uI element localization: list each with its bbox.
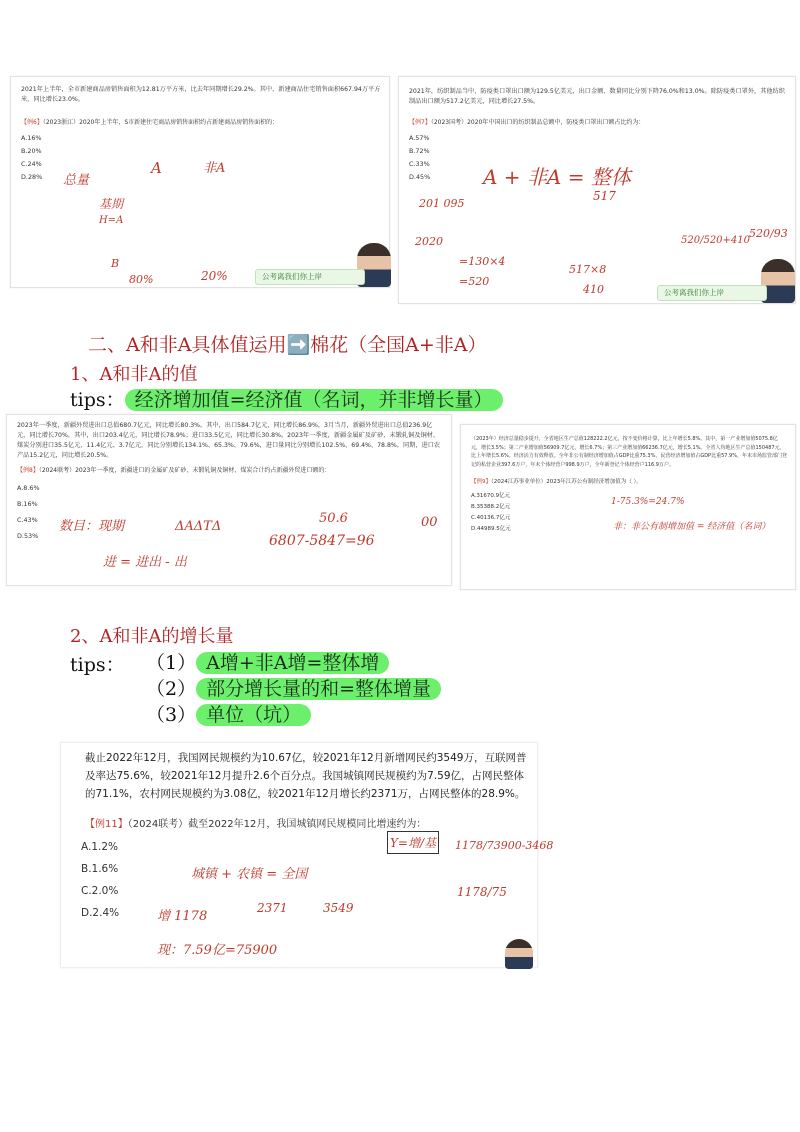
option-d: D.44989.5亿元: [471, 526, 511, 532]
handwritten-note: 20%: [201, 269, 228, 283]
option-c: C.33%: [409, 160, 430, 168]
subsection-title-1: 1、A和非A的值: [70, 364, 198, 385]
handwritten-note: =520: [459, 275, 490, 288]
question-text: 【例9】（2024江苏事业单位）2023年江苏公有制经济增加值为（ ）。: [471, 479, 642, 485]
subsection-title-2: 2、A和非A的增长量: [70, 626, 234, 647]
handwritten-note: 517×8: [569, 263, 607, 276]
question-text: 【例7】（2023国考）2020年中国出口的纺织制品总额中，防疫类口罩出口额占比约为：: [409, 119, 645, 126]
handwritten-note: 410: [583, 283, 604, 296]
handwritten-note: 1178/73900-3468: [455, 839, 554, 852]
handwritten-note: 城镇 + 农镇 = 全国: [191, 867, 308, 882]
passage-text: 2021年上半年，全市新建商品房销售面积为12.81万平方米，比去年同期增长29.2%。其中，新建商品住宅销售面积667.94万平方米，同比增长23.0%。: [21, 86, 381, 103]
tips-label: tips：: [70, 389, 125, 411]
tips-label-2: tips：: [70, 654, 125, 676]
option-a: A.1.2%: [81, 841, 119, 853]
handwritten-note: 非A: [203, 161, 226, 176]
handwritten-note: 数目：现期: [59, 519, 125, 534]
handwritten-note: 总量: [63, 173, 90, 188]
tip-number: （3）: [146, 704, 197, 726]
option-b: B.16%: [17, 500, 38, 508]
handwritten-note: 2020: [415, 235, 443, 248]
passage-text: 2023年一季度，新疆外贸进出口总值680.7亿元，同比增长80.3%。其中，出口584.7亿元，同比增长86.9%，3月当月，新疆外贸进出口总值236.9亿元，同比增长70%，其中，出口203.4亿元，同比增长78.9%；进口33.5亿元，同比增长30.8%。2023年一季度，新疆金属矿及矿砂、未锻轧铜及铜材、煤炭分别进口35.5亿元、11.4亿元、3.7亿元，同比分别增长134.1%、65.3%、79.6%，进口量同比分别增长102.5%、69.4%、78.8%。同期，进口农产品15.2亿元，同比增长20.5%。: [17, 422, 441, 459]
handwritten-note: Y=增/基: [387, 831, 439, 854]
option-b: B.1.6%: [81, 863, 119, 875]
tip-highlight: 部分增长量的和=整体增量: [196, 678, 441, 700]
handwritten-note: 1-75.3%=24.7%: [611, 497, 685, 507]
handwritten-note: 50.6: [319, 511, 348, 526]
option-a: A.57%: [409, 134, 430, 142]
handwritten-note: 非：非公有制增加值 = 经济值（名词）: [613, 522, 771, 532]
channel-banner: 公考离我们你上岸: [255, 269, 365, 285]
tip-highlight: A增+非A增=整体增: [196, 652, 389, 674]
handwritten-note: 00: [421, 515, 438, 530]
channel-banner: 公考离我们你上岸: [657, 285, 767, 301]
option-a: A.16%: [21, 134, 42, 142]
tip-row: [146, 700, 311, 727]
option-a: A.8.6%: [17, 484, 40, 492]
option-d: D.53%: [17, 532, 39, 540]
tip-number: （1）: [146, 652, 197, 674]
handwritten-note: 3549: [323, 901, 354, 915]
option-b: B.72%: [409, 147, 430, 155]
tip-number: （2）: [146, 678, 197, 700]
option-b: B.20%: [21, 147, 42, 155]
tip-highlight: 经济增加值=经济值（名词，并非增长量）: [125, 389, 503, 411]
option-d: D.2.4%: [81, 907, 120, 919]
question-screenshot-5: [60, 742, 554, 968]
handwritten-note: ΔAΔTΔ: [175, 519, 222, 534]
option-b: B.35388.2亿元: [471, 504, 511, 510]
handwritten-note: 80%: [129, 273, 154, 286]
passage-text: 2021年，纺织制品当中，防疫类口罩出口额为129.5亿美元，出口金额、数量同比分别下降76.0%和13.0%。除防疫类口罩外，其他纺织制品出口额为517.2亿美元，同比增长27.5%。: [409, 88, 785, 105]
handwritten-note: =130×4: [459, 255, 506, 268]
option-c: C.43%: [17, 516, 38, 524]
handwritten-note: 进 = 进出 - 出: [103, 555, 187, 570]
passage-text: 截止2022年12月，我国网民规模约为10.67亿，较2021年12月新增网民约3549万，互联网普及率达75.6%，较2021年12月提升2.6个百分点。我国城镇网民规模约为7.59亿，占网民整体的71.1%，农村网民规模约为3.08亿，较2021年12月增长约2371万，占网民整体的28.9%。: [85, 752, 527, 800]
handwritten-note: 520/93: [749, 227, 788, 240]
section-heading: 二、A和非A具体值运用➡️棉花（全国A+非A）: [88, 334, 487, 356]
option-d: D.28%: [21, 173, 43, 181]
tip-row: [146, 648, 389, 675]
handwritten-note: 现：7.59亿=75900: [157, 943, 278, 958]
teacher-avatar: [505, 939, 533, 969]
handwritten-note: B: [111, 257, 120, 270]
question-text: 【例11】（2024联考）截至2022年12月，我国城镇网民规模同比增速约为：: [85, 819, 427, 830]
option-c: C.24%: [21, 160, 42, 168]
handwritten-note: A: [151, 159, 162, 177]
question-text: 【例6】（2023浙江）2020年上半年，S市新建住宅商品房销售面积约占新建商品房销售面积的：: [21, 119, 279, 126]
handwritten-note: 2371: [257, 901, 288, 915]
handwritten-note: 基期: [99, 197, 124, 211]
tip-highlight: 单位（坑）: [196, 704, 311, 726]
handwritten-equation: A + 非A = 整体: [483, 165, 631, 189]
handwritten-note: 1178/75: [457, 885, 507, 899]
tips-row-1: [70, 385, 503, 412]
question-screenshot-3: [6, 414, 452, 586]
passage-text: （2023年）经济总量稳步提升，全省地区生产总值128222.2亿元，按不变价格计算，比上年增长5.8%。其中，第一产业增加值5075.8亿元，增长3.5%；第二产业增加值56909.7亿元，增长6.7%；第三产业增加值66236.7亿元，增长5.1%。全省人均地区生产总值150487元，比上年增长5.6%。经济活力有效释放。全年非公有制经济增加值占GDP比重75.3%，民营经济增加值占GDP比重57.9%，年末市场监管部门登记的私营企业397.6万户，年末个体经营户998.9万户，全年新登记个体经营户116.9万户。: [471, 436, 787, 468]
question-screenshot-2: [398, 76, 796, 304]
option-c: C.40136.7亿元: [471, 515, 511, 521]
question-screenshot-4: [460, 424, 796, 590]
question-text: 【例8】（2024联考）2023年一季度，新疆进口的金属矿及矿砂、未锻轧铜及铜材、煤炭合计约占新疆外贸进口额的：: [17, 467, 331, 474]
option-c: C.2.0%: [81, 885, 119, 897]
option-d: D.45%: [409, 173, 431, 181]
tip-row: [146, 674, 441, 701]
handwritten-note: H=A: [99, 215, 124, 226]
question-screenshot-1: [10, 76, 390, 288]
handwritten-note: 6807-5847=96: [269, 533, 375, 549]
option-a: A.31670.9亿元: [471, 493, 511, 499]
answer-options: [17, 480, 451, 544]
handwritten-note: 201 095: [419, 197, 465, 210]
handwritten-note: 517: [593, 189, 616, 203]
handwritten-note: 520/520+410: [681, 235, 751, 246]
handwritten-note: 增 1178: [157, 909, 208, 924]
